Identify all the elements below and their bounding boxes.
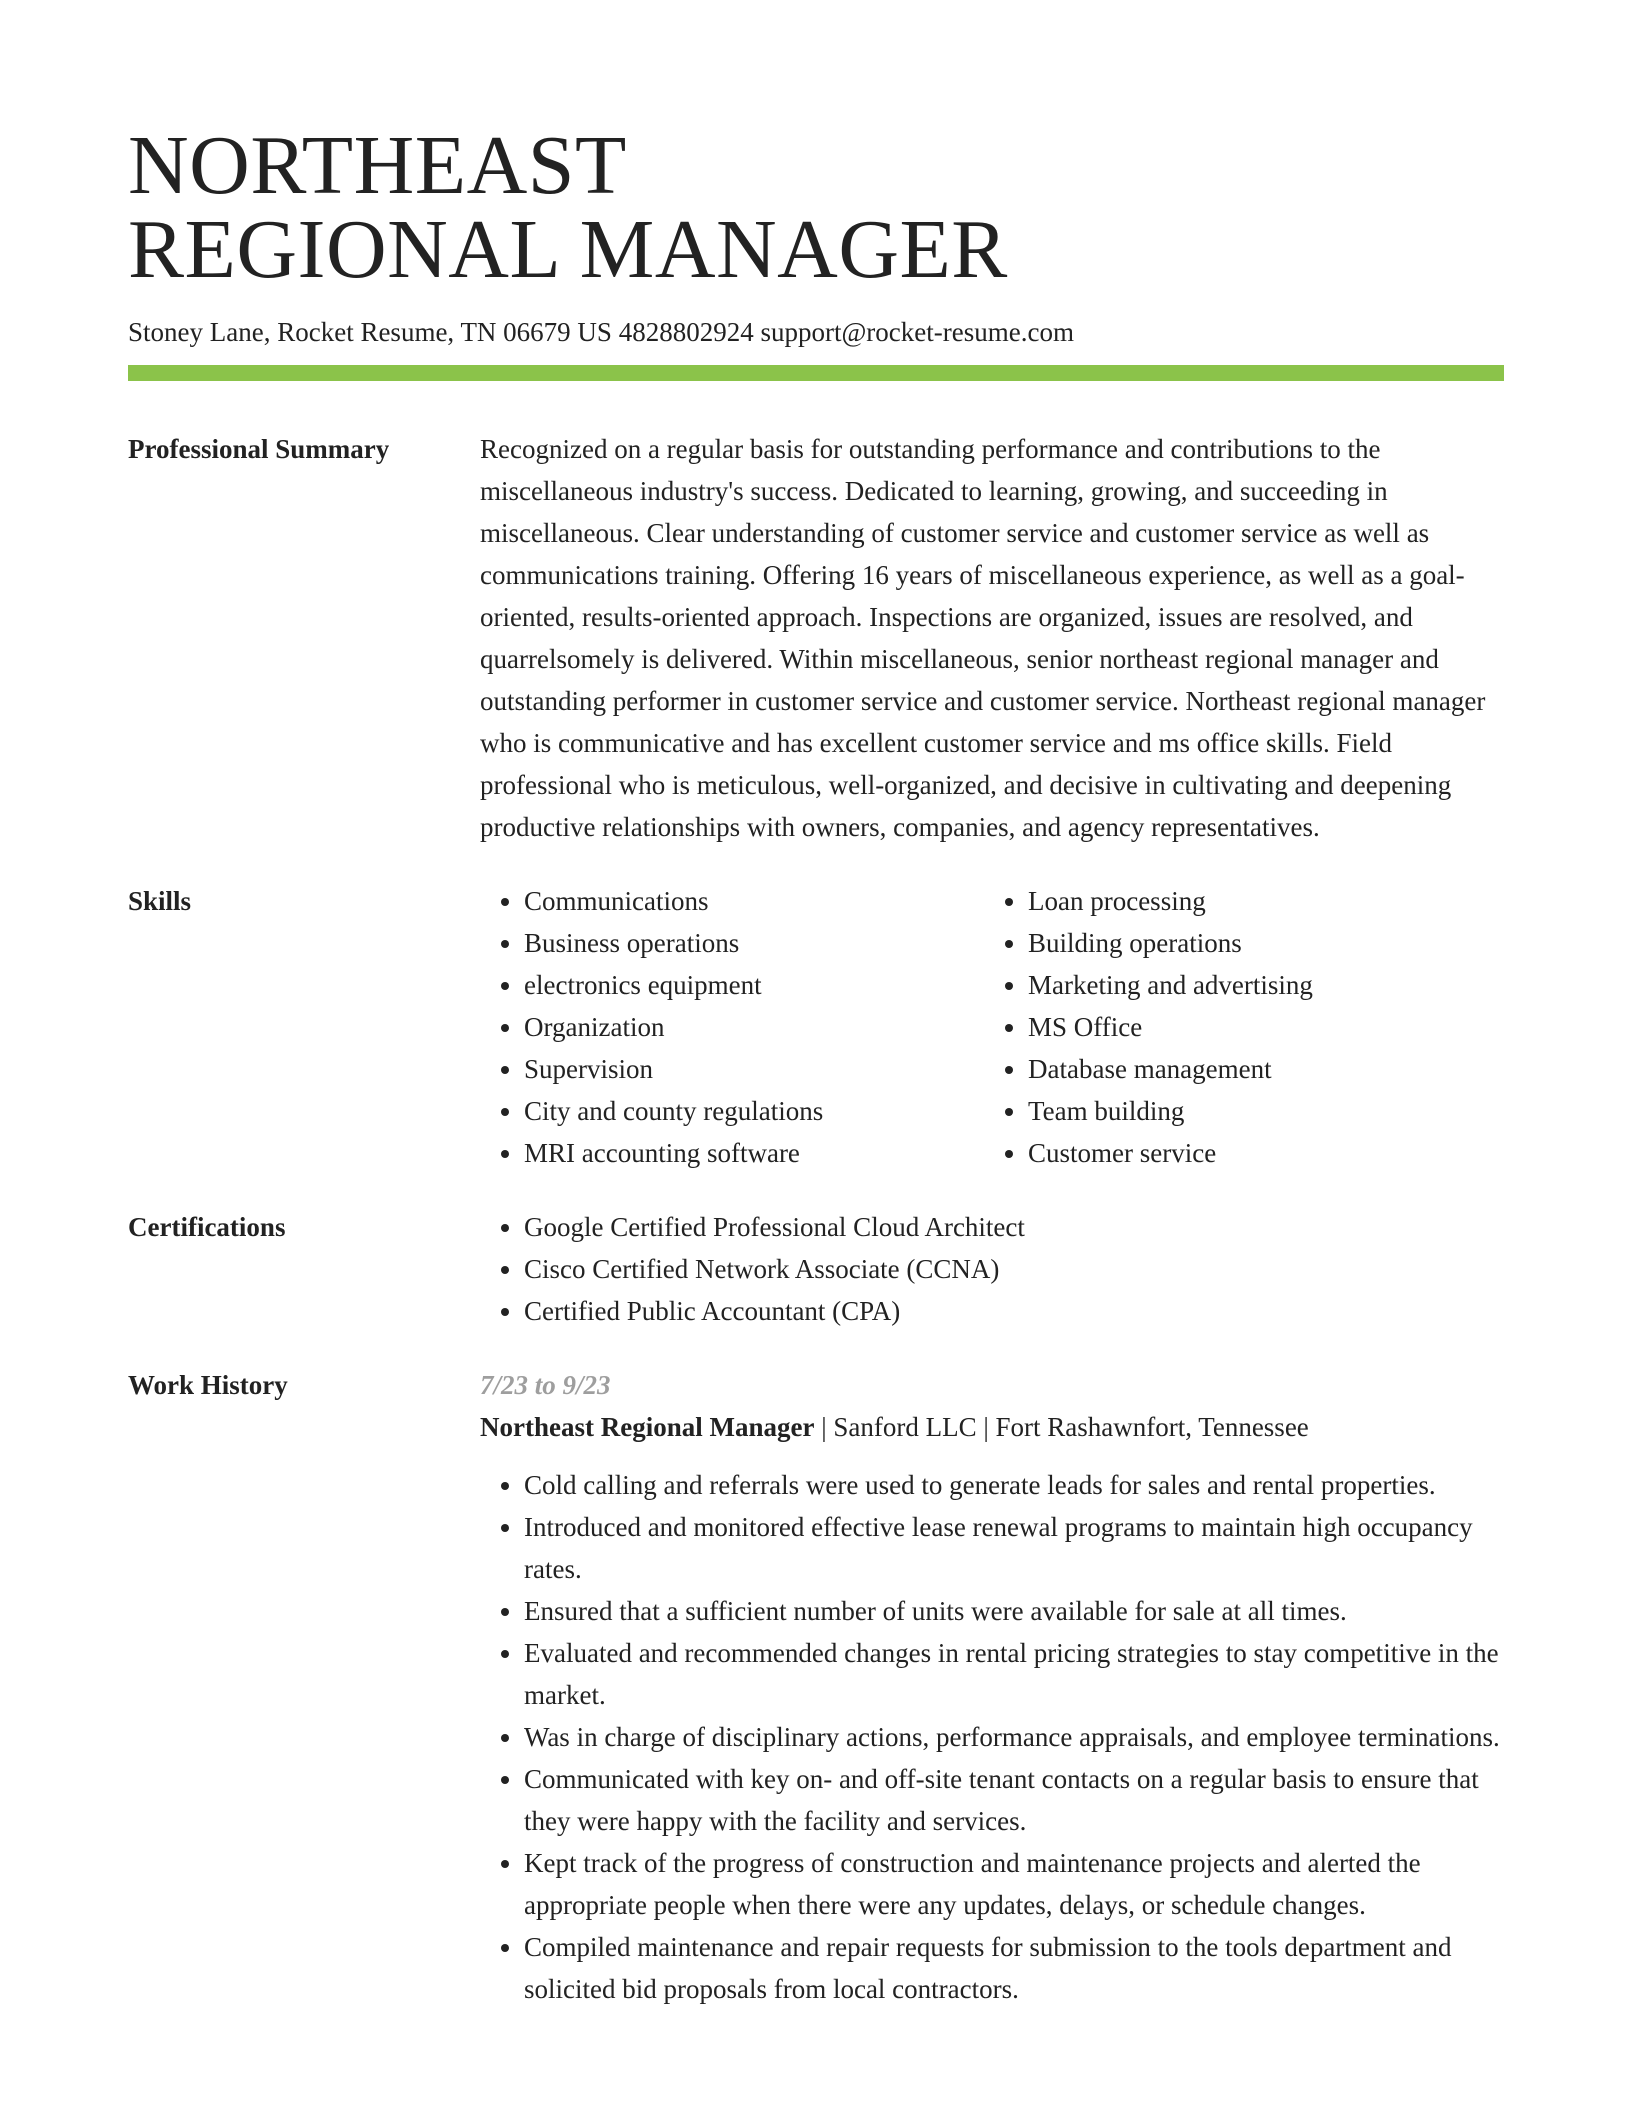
certification-item: • Certified Public Accountant (CPA) bbox=[524, 1290, 1504, 1332]
skills-list-right bbox=[984, 880, 1488, 1174]
certifications-section bbox=[128, 1206, 1504, 1332]
skills-column-right bbox=[984, 880, 1488, 1174]
job-employer-location: | Sanford LLC | Fort Rashawnfort, Tennessee bbox=[814, 1412, 1309, 1442]
skill-item: • Business operations bbox=[524, 922, 984, 964]
title-line-2: REGIONAL MANAGER bbox=[128, 203, 1008, 296]
skill-item: • City and county regulations bbox=[524, 1090, 984, 1132]
certification-item: • Cisco Certified Network Associate (CCNA) bbox=[524, 1248, 1504, 1290]
skill-item: • Building operations bbox=[1028, 922, 1488, 964]
certification-item: • Google Certified Professional Cloud Architect bbox=[524, 1206, 1504, 1248]
skill-item: • Organization bbox=[524, 1006, 984, 1048]
skill-item: • electronics equipment bbox=[524, 964, 984, 1006]
contact-info: Stoney Lane, Rocket Resume, TN 06679 US 4828802924 support@rocket-resume.com bbox=[128, 317, 1074, 347]
job-title: Northeast Regional Manager bbox=[480, 1412, 815, 1442]
summary-text: Recognized on a regular basis for outstanding performance and contributions to the miscellaneous industry's success. Dedicated to learning, growing, and succeeding in miscellaneous. Clear understanding of customer service and customer service as well as communications training. Offering 16 years of miscellaneous experience, as well as a goal-oriented, results-oriented approach. Inspections are organized, issues are resolved, and quarrelsomely is delivered. Within miscellaneous, senior northeast regional manager and outstanding performer in customer service and customer service. Northeast regional manager who is communicative and has excellent customer service and ms office skills. Field professional who is meticulous, well-organized, and decisive in cultivating and deepening productive relationships with owners, companies, and agency representatives. bbox=[480, 434, 1486, 842]
skill-item: • MS Office bbox=[1028, 1006, 1488, 1048]
summary-body bbox=[480, 428, 1504, 848]
skills-columns bbox=[480, 880, 1504, 1174]
job-bullet: • Communicated with key on- and off-site tenant contacts on a regular basis to ensure that they were happy with the facility and services. bbox=[524, 1758, 1504, 1842]
skills-body bbox=[480, 880, 1504, 1174]
skill-item: • Team building bbox=[1028, 1090, 1488, 1132]
job-bullet: • Was in charge of disciplinary actions, performance appraisals, and employee terminations. bbox=[524, 1716, 1504, 1758]
resume-page bbox=[128, 119, 1504, 2010]
job-bullet: • Ensured that a sufficient number of units were available for sale at all times. bbox=[524, 1590, 1504, 1632]
accent-divider bbox=[128, 365, 1504, 381]
skills-list-left bbox=[480, 880, 984, 1174]
job-bullets bbox=[480, 1464, 1504, 2010]
summary-section bbox=[128, 428, 1504, 848]
job-bullet: • Introduced and monitored effective lease renewal programs to maintain high occupancy rates. bbox=[524, 1506, 1504, 1590]
skill-item: • Loan processing bbox=[1028, 880, 1488, 922]
work-history-section bbox=[128, 1364, 1504, 2010]
work-history-body bbox=[480, 1364, 1504, 2010]
skill-item: • Customer service bbox=[1028, 1132, 1488, 1174]
skills-column-left bbox=[480, 880, 984, 1174]
job-bullet: • Compiled maintenance and repair requests for submission to the tools department and solicited bid proposals from local contractors. bbox=[524, 1926, 1504, 2010]
job-bullet: • Kept track of the progress of construction and maintenance projects and alerted the appropriate people when there were any updates, delays, or schedule changes. bbox=[524, 1842, 1504, 1926]
skill-item: • Supervision bbox=[524, 1048, 984, 1090]
page-title bbox=[128, 119, 1504, 296]
certifications-list bbox=[480, 1206, 1504, 1332]
skills-section bbox=[128, 880, 1504, 1174]
summary-heading: Professional Summary bbox=[128, 434, 390, 464]
title-line-1: NORTHEAST bbox=[128, 119, 627, 212]
skill-item: • Communications bbox=[524, 880, 984, 922]
certifications-heading: Certifications bbox=[128, 1212, 286, 1242]
job-header bbox=[480, 1406, 1504, 1448]
skill-item: • Marketing and advertising bbox=[1028, 964, 1488, 1006]
job-bullet: • Evaluated and recommended changes in rental pricing strategies to stay competitive in the market. bbox=[524, 1632, 1504, 1716]
skill-item: • MRI accounting software bbox=[524, 1132, 984, 1174]
skill-item: • Database management bbox=[1028, 1048, 1488, 1090]
certifications-body bbox=[480, 1206, 1504, 1332]
skills-heading: Skills bbox=[128, 886, 192, 916]
job-bullet: • Cold calling and referrals were used to generate leads for sales and rental properties. bbox=[524, 1464, 1504, 1506]
job-dates: 7/23 to 9/23 bbox=[480, 1370, 611, 1400]
work-history-heading: Work History bbox=[128, 1370, 288, 1400]
